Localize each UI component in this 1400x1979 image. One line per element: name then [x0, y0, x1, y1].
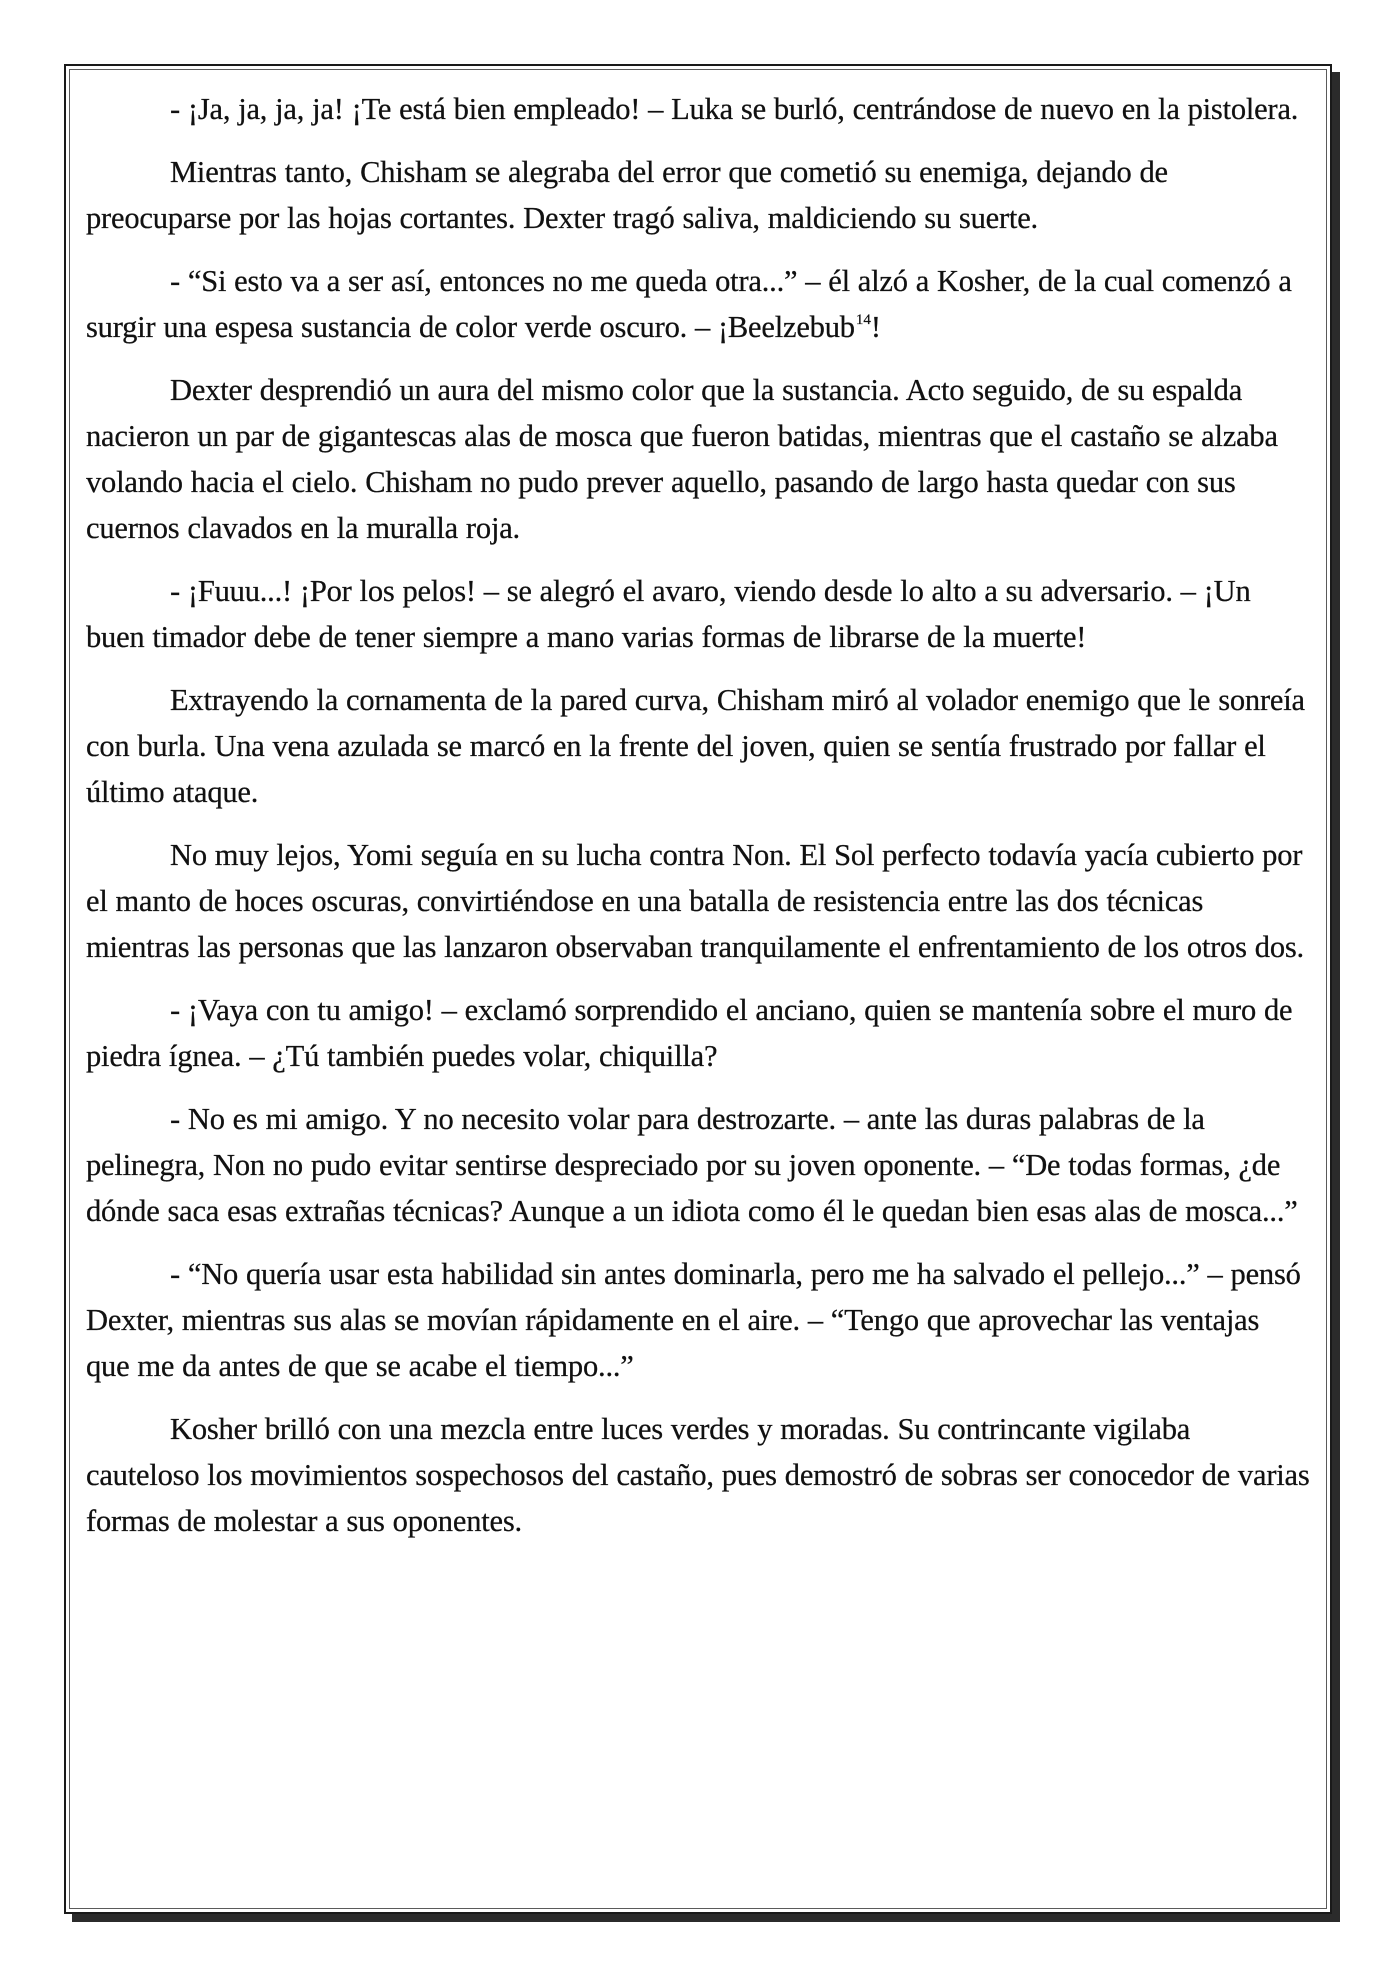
footnote-reference: 14: [855, 312, 871, 328]
paragraph: Dexter desprendió un aura del mismo color que la sustancia. Acto seguido, de su espalda nacieron un par de gigantescas alas de mosca que fueron batidas, mientras que el castaño se alzaba volando hacia el cielo. Chisham no pudo prever aquello, pasando de largo hasta quedar con sus cuernos clavados en la muralla roja.: [86, 373, 1278, 545]
paragraph: Kosher brilló con una mezcla entre luces verdes y moradas. Su contrincante vigilaba cauteloso los movimientos sospechosos del castaño, pues demostró de sobras ser conocedor de varias formas de molestar a sus oponentes.: [86, 1412, 1310, 1538]
page-frame: [64, 64, 1332, 1914]
paragraph: - ¡Ja, ja, ja, ja! ¡Te está bien empleado! – Luka se burló, centrándose de nuevo en la pistolera.: [170, 92, 1299, 126]
paragraph: - No es mi amigo. Y no necesito volar para destrozarte. – ante las duras palabras de la pelinegra, Non no pudo evitar sentirse despreciado por su joven oponente. – “De todas formas, ¿de dónde saca esas extrañas técnicas? Aunque a un idiota como él le quedan bien esas alas de mosca...”: [86, 1102, 1298, 1228]
paragraph: - “No quería usar esta habilidad sin antes dominarla, pero me ha salvado el pellejo...” – pensó Dexter, mientras sus alas se movían rápidamente en el aire. – “Tengo que aprovechar las ventajas que me da antes de que se acabe el tiempo...”: [86, 1257, 1301, 1383]
paragraph-text: - “Si esto va a ser así, entonces no me queda otra...” – él alzó a Kosher, de la cual comenzó a surgir una espesa sustancia de color verde oscuro. – ¡Beelzebub: [86, 264, 1292, 344]
paragraph: Mientras tanto, Chisham se alegraba del error que cometió su enemiga, dejando de preocuparse por las hojas cortantes. Dexter tragó saliva, maldiciendo su suerte.: [86, 155, 1168, 235]
paragraph: Extrayendo la cornamenta de la pared curva, Chisham miró al volador enemigo que le sonreía con burla. Una vena azulada se marcó en la frente del joven, quien se sentía frustrado por fallar el último ataque.: [86, 683, 1305, 809]
paragraph: No muy lejos, Yomi seguía en su lucha contra Non. El Sol perfecto todavía yacía cubierto por el manto de hoces oscuras, convirtiéndose en una batalla de resistencia entre las dos técnicas mientras las personas que las lanzaron observaban tranquilamente el enfrentamiento de los otros dos.: [86, 838, 1304, 964]
page-content: [86, 86, 1310, 1892]
paragraph-with-footnote: [86, 258, 1310, 350]
paragraph: - ¡Vaya con tu amigo! – exclamó sorprendido el anciano, quien se mantenía sobre el muro de piedra ígnea. – ¿Tú también puedes volar, chiquilla?: [86, 993, 1293, 1073]
paragraph-text-after: !: [870, 310, 881, 344]
paragraph: - ¡Fuuu...! ¡Por los pelos! – se alegró el avaro, viendo desde lo alto a su adversario. – ¡Un buen timador debe de tener siempre a mano varias formas de librarse de la muerte!: [86, 574, 1251, 654]
